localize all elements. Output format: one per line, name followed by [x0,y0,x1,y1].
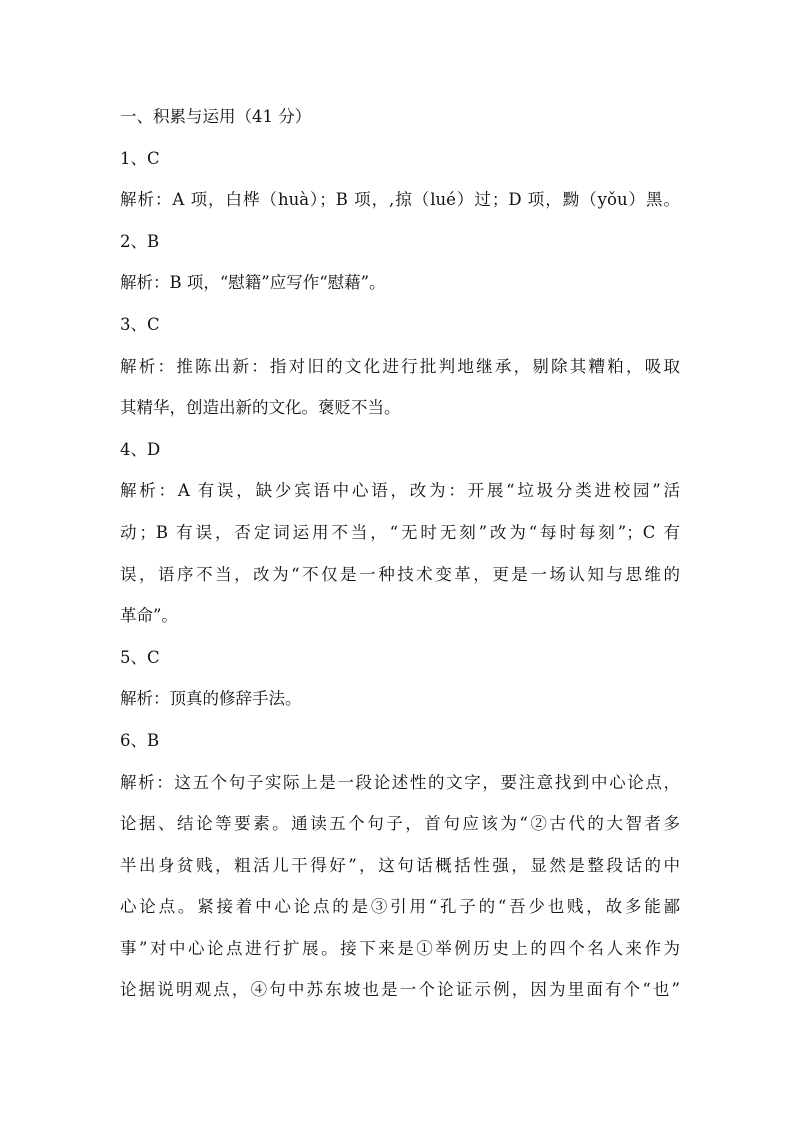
q1-answer: 1、C [120,148,160,168]
q4-explanation-line: 解析：A 有误，缺少宾语中心语，改为：开展“垃圾分类进校园”活 [120,481,680,501]
q1-explanation: 解析：A 项，白桦（huà）；B 项，,掠（lué）过；D 项，黝（yǒu）黑。 [120,190,680,210]
q6-explanation-line: 半出身贫贱，粗活儿干得好”，这句话概括性强，显然是整段话的中 [120,855,680,875]
q2-answer: 2、B [120,231,160,251]
q6-explanation-line: 论据、结论等要素。通读五个句子，首句应该为“②古代的大智者多 [120,814,680,834]
section-title: 一、积累与运用（41 分） [120,107,312,126]
q3-explanation-line: 解析：推陈出新：指对旧的文化进行批判地继承，剔除其糟粕，吸取 [120,356,680,376]
q4-answer: 4、D [120,439,161,459]
q6-explanation-line: 论据说明观点，④句中苏东坡也是一个论证示例，因为里面有个“也” [120,980,680,1000]
q3-explanation-line: 其精华，创造出新的文化。褒贬不当。 [120,398,401,418]
q4-explanation-line: 革命”。 [120,606,178,626]
answer-key-page [120,103,680,1018]
q6-answer: 6、B [120,730,160,750]
q5-explanation: 解析：顶真的修辞手法。 [120,689,302,709]
q6-explanation-line: 解析：这五个句子实际上是一段论述性的文字，要注意找到中心论点， [120,772,680,792]
q2-explanation: 解析：B 项，“慰籍”应写作“慰藉”。 [120,273,386,293]
q6-explanation-line: 心论点。紧接着中心论点的是③引用“孔子的“吾少也贱，故多能鄙 [120,897,680,917]
q4-explanation-line: 动；B 有误，否定词运用不当，“无时无刻”改为“每时每刻”；C 有 [120,522,680,542]
q6-explanation-line: 事”对中心论点进行扩展。接下来是①举例历史上的四个名人来作为 [120,938,680,958]
q3-answer: 3、C [120,314,160,334]
q4-explanation-line: 误，语序不当，改为“不仅是一种技术变革，更是一场认知与思维的 [120,564,680,584]
q5-answer: 5、C [120,647,160,667]
